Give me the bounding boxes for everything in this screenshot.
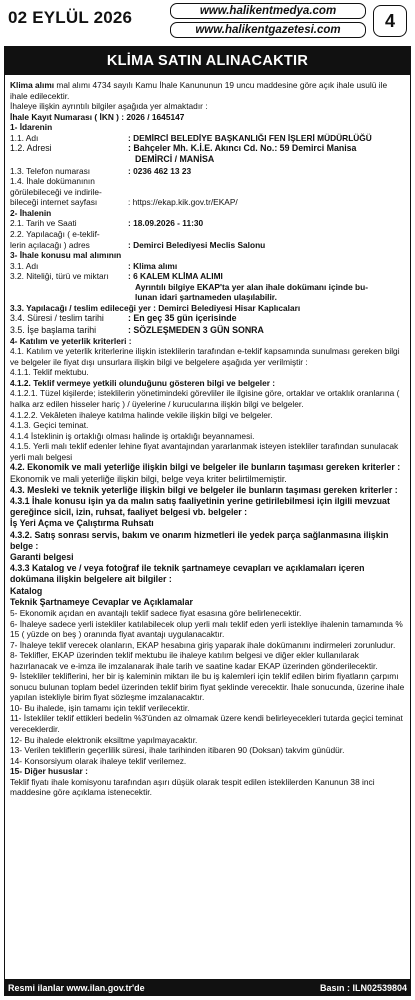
clause-4-3-3-body: Katalog <box>10 585 43 596</box>
clause-9: 9- İstekliler tekliflerini, her bir iş kaleminin miktarı ile bu iş kalemleri için teklif edilen birim fiyatların çarpımı sonucu bulunan toplam bedel üzerinden teklif birim fiyat şeklinde verecektir. İhale sonucunda, üzerine ihale yapılan istekliyle birim fiyat sözleşme imzalanacaktır. <box>10 671 405 703</box>
issue-date: 02 EYLÜL 2026 <box>8 8 133 27</box>
row-3-2-cont2: lunan idari şartnameden ulaşılabilir. <box>135 292 277 303</box>
clause-7: 7- İhaleye teklif verecek olanların, EKAP hesabına giriş yaparak ihale dokümanını indirmeleri zorunludur. <box>10 639 396 650</box>
ikn-line: İhale Kayıt Numarası ( İKN ) : 2026 / 1645147 <box>10 111 185 122</box>
clause-4-3-3-body2: Teknik Şartnameye Cevaplar ve Açıklamalar <box>10 596 193 607</box>
clause-4-3-1: 4.3.1 İhale konusu işin ya da malın satış faaliyetinin yerine getirilebilmesi için ilgili mevzuat gereğince sicil, izin, ruhsat, faaliyet belgesi vb. belgeler : <box>10 495 390 518</box>
row-3-4: 3.4. Süresi / teslim tarihi : En geç 35 gün içerisinde <box>10 313 237 324</box>
footer-right: Basın : ILN02539804 <box>319 983 407 993</box>
clause-4-1: 4.1. Katılım ve yeterlik kriterlerine ilişkin isteklilerin tarafından e-teklif kapsamında sunulması gereken bilgi ve belgeler ile fiyat dışı unsurlara ilişkin bilgi ve belgelere aşağıda yer verilmiştir : <box>10 346 400 367</box>
clause-4-1-4: 4.1.4 İsteklinin iş ortaklığı olması halinde iş ortaklığı beyannamesi. <box>10 430 255 441</box>
clause-4-3-2-body: Garanti belgesi <box>10 551 74 562</box>
clause-4-2: 4.2. Ekonomik ve mali yeterliğe ilişkin bilgi ve belgeler ile bunların taşıması gereken kriterler : <box>10 462 401 473</box>
row-3-3: 3.3. Yapılacağı / teslim edileceği yer : Demirci Belediyesi Hisar Kaplıcaları <box>10 302 301 313</box>
page-number: 4 <box>373 5 407 37</box>
clause-12: 12- Bu ihalede elektronik eksiltme yapılmayacaktır. <box>10 734 198 745</box>
notice-frame <box>4 46 411 980</box>
row-1-2: 1.2. Adresi : Bahçeler Mh. K.İ.E. Akıncı Cd. No.: 59 Demirci Manisa <box>10 143 357 154</box>
clause-8: 8- Teklifler, EKAP üzerinden teklif mektubu ile ihaleye katılım belgesi ve diğer ekler kullanılarak hazırlanacak ve e-imza ile imzalanarak ihale tarih ve saatine kadar EKAP üzerinden gönderilecektir. <box>10 650 378 671</box>
clause-4-3: 4.3. Mesleki ve teknik yeterliğe ilişkin bilgi ve belgeler ile bunların taşıması gereken kriterler : <box>10 484 398 495</box>
row-3-5: 3.5. İşe başlama tarihi : SÖZLEŞMEDEN 3 GÜN SONRA <box>10 324 264 335</box>
notice-title: KLİMA SATIN ALINACAKTIR <box>5 47 410 75</box>
section-3-heading: 3- İhale konusu mal alımının <box>10 250 122 261</box>
row-2-2b: lerin açılacağı ) adres : Demirci Belediyesi Meclis Salonu <box>10 239 266 250</box>
website-urls <box>170 3 366 41</box>
row-1-4a: 1.4. İhale dokümanının <box>10 176 95 187</box>
website-url-gazette[interactable]: www.halikentgazetesi.com <box>170 22 366 38</box>
clause-6: 6- İhaleye sadece yerli istekliler katılabilecek olup yerli malı teklif eden yerli istekliye ihalenin tamamında % 15 ( yüzde on beş ) oranında fiyat avantajı uygulanacaktır. <box>10 618 403 640</box>
row-2-1: 2.1. Tarih ve Saati : 18.09.2026 - 11:30 <box>10 218 204 229</box>
newspaper-header <box>0 0 415 42</box>
row-1-2-cont: DEMİRCİ / MANİSA <box>135 154 215 165</box>
clause-4-3-2: 4.3.2. Satış sonrası servis, bakım ve onarım hizmetleri ile yedek parça sağlanmasına ilişkin belge : <box>10 529 389 551</box>
row-2-2a: 2.2. Yapılacağı ( e-teklif- <box>10 228 100 239</box>
clause-14: 14- Konsorsiyum olarak ihaleye teklif verilemez. <box>10 755 187 766</box>
section-2-heading: 2- İhalenin <box>10 207 52 218</box>
clause-4-1-3: 4.1.3. Geçici teminat. <box>10 420 89 431</box>
row-1-4c: bileceği internet sayfası : https://ekap.kik.gov.tr/EKAP/ <box>10 197 405 208</box>
clause-4-1-2: 4.1.2. Teklif vermeye yetkili olunduğunu gösteren bilgi ve belgeler : <box>10 377 276 388</box>
row-3-2-cont: Ayrıntılı bilgiye EKAP'ta yer alan ihale dokümanı içinde bu- <box>135 281 369 292</box>
notice-body <box>5 75 410 798</box>
clause-4-1-2-1: 4.1.2.1. Tüzel kişilerde; isteklilerin yönetimindeki görevliler ile ilgisine göre, ortaklar ve ortaklık oranlarına ( halka arz edilen hisseler hariç ) / üyelerine / kurucularına ilişkin bilgi ve belgeler. <box>10 388 400 410</box>
row-1-4b: görülebileceği ve indirile- <box>10 186 102 197</box>
section-4-heading: 4- Katılım ve yeterlik kriterleri : <box>10 335 132 346</box>
intro-line: İhaleye ilişkin ayrıntılı bilgiler aşağıda yer almaktadır : <box>10 101 208 112</box>
clause-15: 15- Diğer hususlar : <box>10 766 88 777</box>
row-3-2: 3.2. Niteliği, türü ve miktarı : 6 KALEM KLİMA ALIMI <box>10 271 223 282</box>
clause-5: 5- Ekonomik açıdan en avantajlı teklif sadece fiyat esasına göre belirlenecektir. <box>10 607 302 618</box>
clause-4-1-2-2: 4.1.2.2. Vekâleten ihaleye katılma halinde vekile ilişkin bilgi ve belgeler. <box>10 409 273 420</box>
clause-4-3-1-body: İş Yeri Açma ve Çalıştırma Ruhsatı <box>10 518 154 529</box>
clause-4-3-3: 4.3.3 Katalog ve / veya fotoğraf ile teknik şartnameye cevapları ve açıklamaları içeren dokümana ilişkin belgelere ait bilgiler : <box>10 563 365 585</box>
footer-left: Resmi ilanlar www.ilan.gov.tr'de <box>8 983 145 993</box>
row-3-1: 3.1. Adı : Klima alımı <box>10 260 178 271</box>
clause-15-body: Teklif fiyatı ihale komisyonu tarafından aşırı düşük olarak tespit edilen isteklilerden Kanunun 38 inci maddesine göre açıklama istenecektir. <box>10 776 375 798</box>
notice-footer <box>4 980 411 996</box>
intro-paragraph: Klima alımı mal alımı 4734 sayılı Kamu İhale Kanununun 19 uncu maddesine göre açık ihale usulü ile ihale edilecektir. <box>10 80 388 101</box>
clause-4-1-1: 4.1.1. Teklif mektubu. <box>10 367 89 378</box>
clause-4-2-body: Ekonomik ve mali yeterliğe ilişkin bilgi, belge veya kriter belirtilmemiştir. <box>10 473 287 484</box>
row-1-1: 1.1. Adı : DEMİRCİ BELEDİYE BAŞKANLIĞI FEN İŞLERİ MÜDÜRLÜĞÜ <box>10 132 372 143</box>
clause-11: 11- İstekliler teklif ettikleri bedelin %3'ünden az olmamak üzere kendi belirleyecekleri tutarda geçici teminat vereceklerdir. <box>10 713 403 734</box>
row-1-3: 1.3. Telefon numarası : 0236 462 13 23 <box>10 165 192 176</box>
clause-13: 13- Verilen tekliflerin geçerlilik süresi, ihale tarihinden itibaren 90 (Doksan) takvim günüdür. <box>10 745 345 756</box>
clause-4-1-5: 4.1.5. Yerli malı teklif edenler lehine fiyat avantajından yararlanmak isteyen istekliler tarafından sunulacak yerli malı belgesi <box>10 441 399 462</box>
clause-10: 10- Bu ihalede, işin tamamı için teklif verilecektir. <box>10 702 190 713</box>
website-url-media[interactable]: www.halikentmedya.com <box>170 3 366 19</box>
ekap-link[interactable]: : https://ekap.kik.gov.tr/EKAP/ <box>128 197 238 208</box>
section-1-heading: 1- İdarenin <box>10 122 53 133</box>
